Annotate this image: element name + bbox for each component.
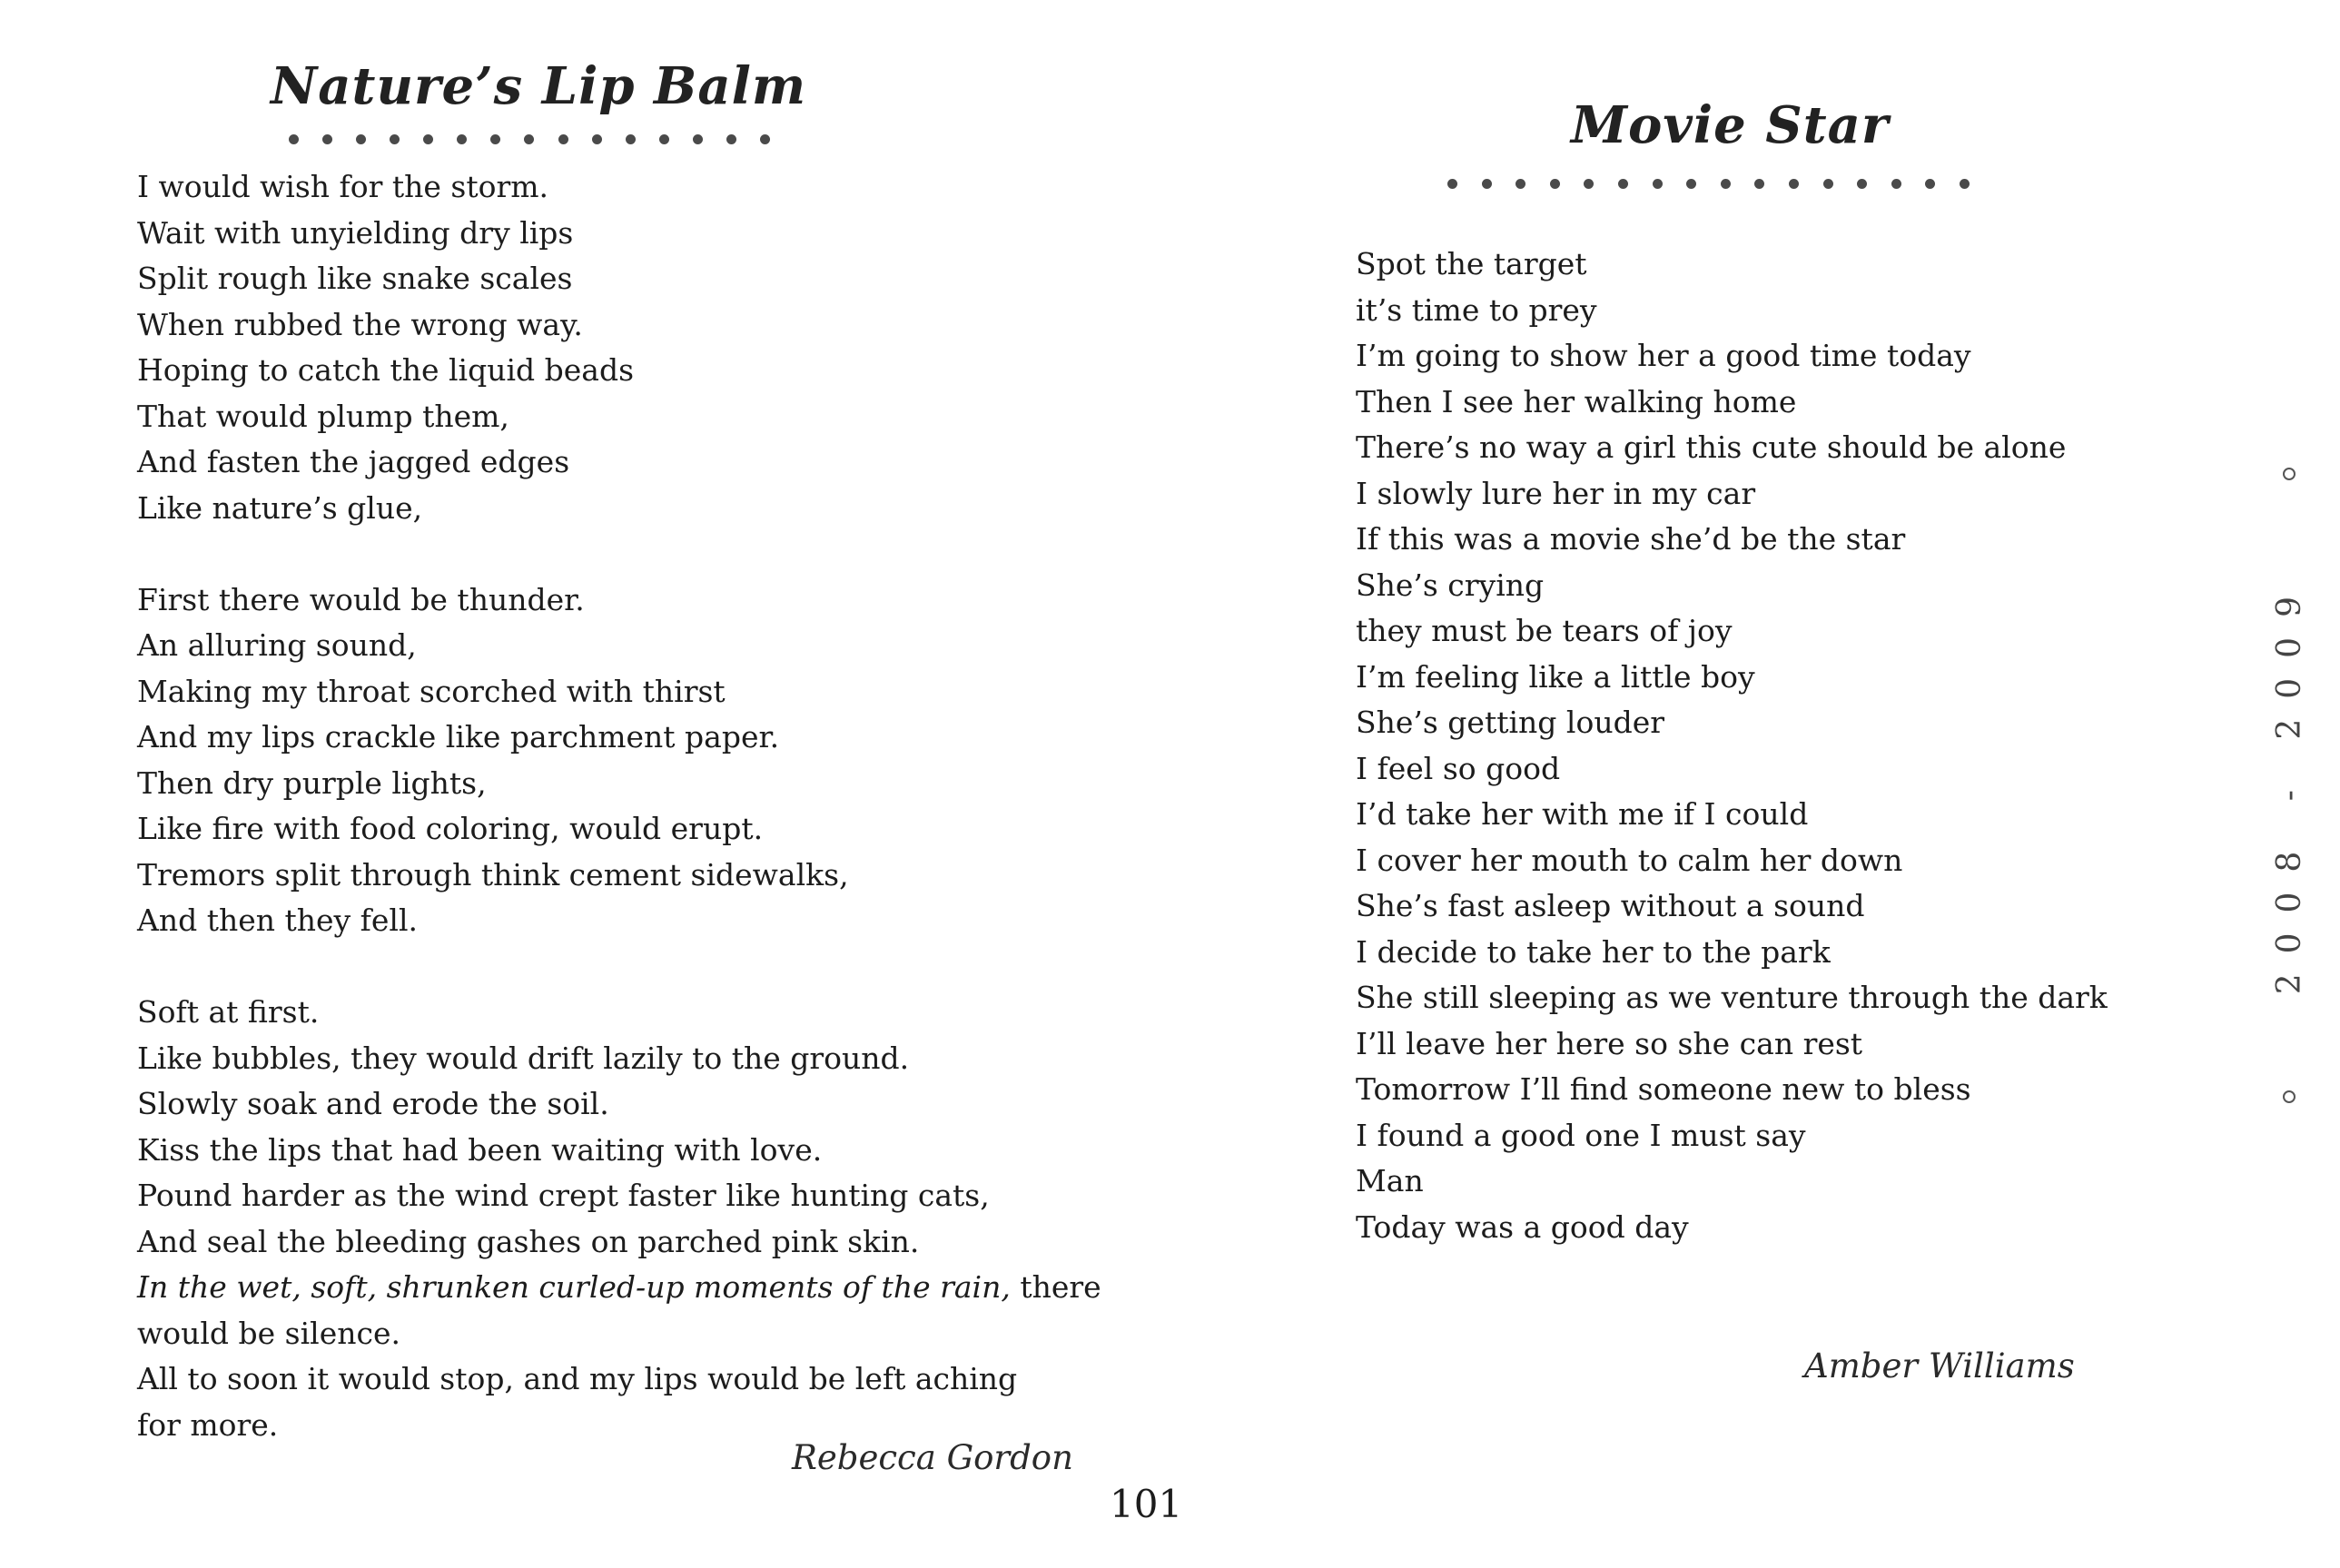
poem-line: Like fire with food coloring, would erupt. — [137, 811, 764, 846]
divider-dot — [490, 134, 500, 144]
poem-line: She’s fast asleep without a sound — [1356, 888, 1865, 923]
poem-line: And seal the bleeding gashes on parched pink skin. — [137, 1223, 920, 1259]
divider-dot — [289, 134, 299, 144]
divider-dot — [592, 134, 602, 144]
poem-line: I decide to take her to the park — [1356, 933, 1831, 970]
poem-line: they must be tears of joy — [1356, 613, 1733, 648]
left-poem-author: Rebecca Gordon — [792, 1438, 1073, 1477]
divider-dot — [1447, 179, 1457, 189]
poem-line: That would plump them, — [137, 398, 509, 434]
divider-dot — [1789, 179, 1799, 189]
divider-dot — [356, 134, 366, 144]
poem-line: I cover her mouth to calm her down — [1356, 842, 1903, 878]
poem-line: Then I see her walking home — [1356, 383, 1797, 419]
poem-line: Slowly soak and erode the soil. — [137, 1086, 609, 1121]
divider-dot — [760, 134, 770, 144]
poem-line: Split rough like snake scales — [137, 261, 573, 296]
divider-dot — [457, 134, 467, 144]
poem-line: I found a good one I must say — [1356, 1117, 1806, 1153]
poem-line: An alluring sound, — [137, 627, 417, 663]
right-poem-title: Movie Star — [1571, 95, 1890, 155]
side-year-label — [2266, 468, 2313, 1103]
ring-ornament-icon — [2283, 1090, 2296, 1103]
poem-line: Kiss the lips that had been waiting with love. — [137, 1131, 823, 1168]
divider-dot — [693, 134, 703, 144]
left-poem-title: Nature’s Lip Balm — [271, 56, 807, 116]
poem-line: When rubbed the wrong way. — [137, 306, 583, 342]
side-year-text: 2008 - 2009 — [2270, 576, 2308, 995]
poem-line: Hoping to catch the liquid beads — [137, 352, 635, 388]
divider-dot — [524, 134, 534, 144]
page-number: 101 — [1110, 1482, 1183, 1526]
poem-line: I’m feeling like a little boy — [1356, 658, 1755, 695]
divider-dot — [1584, 179, 1594, 189]
poem-line: She’s crying — [1356, 567, 1545, 603]
divider-dot — [1754, 179, 1764, 189]
divider-dot — [322, 134, 332, 144]
poem-line: Spot the target — [1356, 246, 1587, 281]
left-poem-body — [137, 164, 1101, 1448]
poem-line: Pound harder as the wind crept faster like hunting cats, — [137, 1178, 990, 1213]
divider-dot — [558, 134, 568, 144]
poem-line: Then dry purple lights, — [137, 764, 487, 801]
divider-dot — [1653, 179, 1663, 189]
poem-line: Tremors split through think cement sidewalks, — [137, 856, 849, 892]
divider-dot — [1857, 179, 1867, 189]
poem-line: There’s no way a girl this cute should be alone — [1356, 429, 2067, 465]
right-poem-author: Amber Williams — [1804, 1346, 2075, 1386]
divider-dot — [1686, 179, 1696, 189]
poem-line: Today was a good day — [1356, 1208, 1689, 1245]
left-title-dot-divider — [289, 134, 770, 145]
poem-line-italic: In the wet, soft, shrunken curled-up moments of the rain, — [137, 1269, 1011, 1305]
divider-dot — [1891, 179, 1901, 189]
poem-line: Making my throat scorched with thirst — [137, 673, 726, 709]
divider-dot — [726, 134, 736, 144]
divider-dot — [1925, 179, 1935, 189]
divider-dot — [1721, 179, 1731, 189]
poem-line: All to soon it would stop, and my lips would be left aching — [137, 1361, 1018, 1396]
divider-dot — [1516, 179, 1525, 189]
poem-line: She’s getting louder — [1356, 705, 1665, 740]
poem-line: Man — [1356, 1163, 1424, 1198]
poem-line: Tomorrow I’ll find someone new to bless — [1356, 1071, 1971, 1107]
poem-line: I would wish for the storm. — [137, 169, 549, 204]
poem-line: would be silence. — [137, 1315, 401, 1351]
poem-line: Wait with unyielding dry lips — [137, 214, 574, 251]
divider-dot — [1618, 179, 1628, 189]
poem-line: for more. — [137, 1406, 279, 1443]
poem-line: And my lips crackle like parchment paper. — [137, 719, 780, 754]
divider-dot — [1823, 179, 1833, 189]
divider-dot — [1550, 179, 1560, 189]
poem-line: First there would be thunder. — [137, 581, 585, 617]
ring-ornament-icon — [2283, 468, 2296, 480]
poem-line: Like nature’s glue, — [137, 489, 423, 526]
poem-line: And fasten the jagged edges — [137, 444, 570, 479]
poem-line: it’s time to prey — [1356, 291, 1597, 328]
divider-dot — [423, 134, 433, 144]
poem-line: Soft at first. — [137, 994, 320, 1030]
poem-line — [137, 1265, 1101, 1311]
poem-line: I’ll leave her here so she can rest — [1356, 1025, 1863, 1061]
divider-dot — [659, 134, 669, 144]
divider-dot — [1482, 179, 1492, 189]
poem-line: She still sleeping as we venture through the dark — [1356, 980, 2108, 1015]
poem-line: I’d take her with me if I could — [1356, 796, 1809, 832]
poem-line: I slowly lure her in my car — [1356, 475, 1756, 511]
poem-line: If this was a movie she’d be the star — [1356, 521, 1906, 557]
divider-dot — [626, 134, 636, 144]
right-poem-body — [1356, 242, 2108, 1250]
poem-line: I’m going to show her a good time today — [1356, 338, 1971, 373]
poem-line: Like bubbles, they would drift lazily to the ground. — [137, 1040, 910, 1076]
poem-line-text: there — [1010, 1269, 1101, 1305]
right-title-dot-divider — [1447, 179, 1970, 190]
divider-dot — [1960, 179, 1970, 189]
divider-dot — [390, 134, 400, 144]
poem-line: And then they fell. — [137, 902, 419, 938]
stanza-break — [137, 944, 1101, 991]
stanza-break — [137, 531, 1101, 577]
poem-line: I feel so good — [1356, 750, 1561, 786]
